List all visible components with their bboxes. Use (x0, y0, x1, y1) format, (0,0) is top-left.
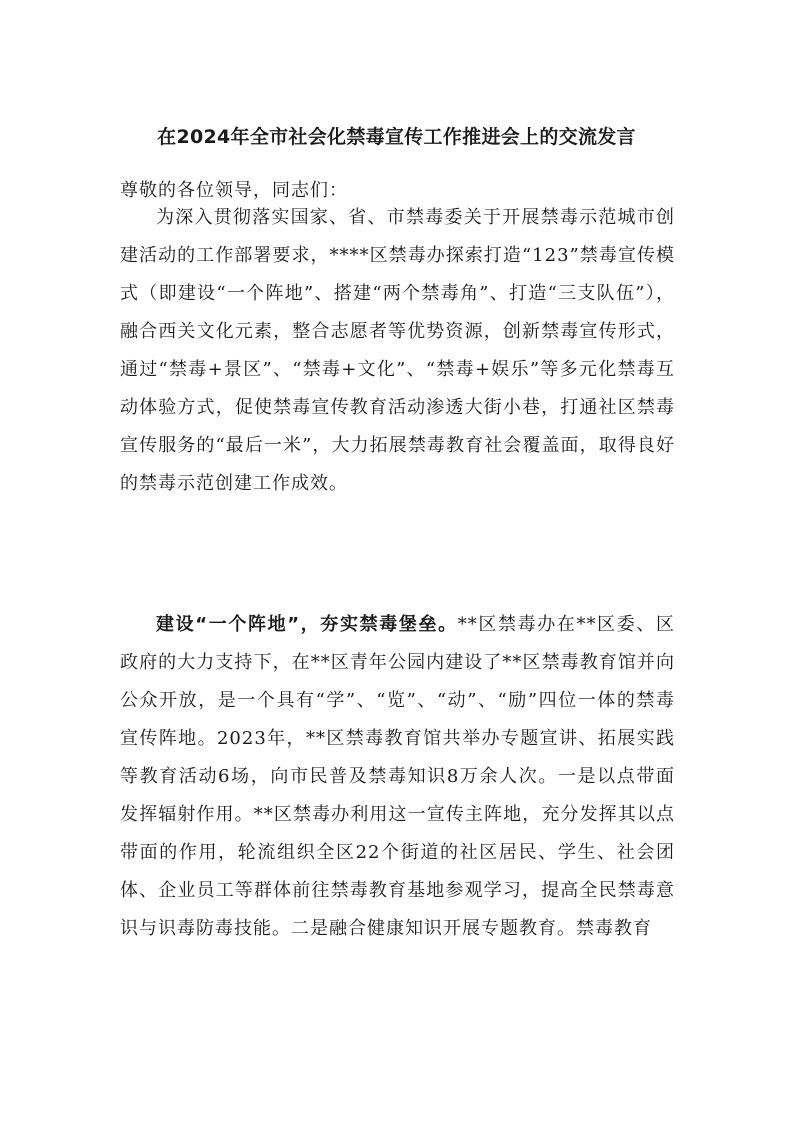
intro-paragraph: 为深入贯彻落实国家、省、市禁毒委关于开展禁毒示范城市创建活动的工作部署要求，****区禁毒办探索打造“123”禁毒宣传模式（即建设“一个阵地”、搭建“两个禁毒角”、打造“三支队伍”），融合西关文化元素，整合志愿者等优势资源，创新禁毒宣传形式，通过“禁毒+景区”、“禁毒+文化”、“禁毒+娱乐”等多元化禁毒互动体验方式，促使禁毒宣传教育活动渗透大街小巷，打通社区禁毒宣传服务的“最后一米”，大力拓展禁毒教育社会覆盖面，取得良好的禁毒示范创建工作成效。 (120, 207, 675, 494)
document-title: 在2024年全市社会化禁毒宣传工作推进会上的交流发言 (157, 126, 636, 148)
section-heading: 建设“一个阵地”，夯实禁毒堡垒。 (156, 614, 458, 635)
section-body: **区禁毒办在**区委、区政府的大力支持下，在**区青年公园内建设了**区禁毒教育馆并向公众开放，是一个具有“学”、“览”、“动”、“励”四位一体的禁毒宣传阵地。2023年，**区禁毒教育馆共举办专题宣讲、拓展实践等教育活动6场，向市民普及禁毒知识8万余人次。一是以点带面发挥辐射作用。**区禁毒办利用这一宣传主阵地，充分发挥其以点带面的作用，轮流组织全区22个街道的社区居民、学生、社会团体、企业员工等群体前往禁毒教育基地参观学习，提高全民禁毒意识与识毒防毒技能。二是融合健康知识开展专题教育。禁毒教育 (120, 614, 675, 939)
salutation: 尊敬的各位领导，同志们： (120, 180, 348, 201)
section-paragraph (120, 606, 675, 948)
